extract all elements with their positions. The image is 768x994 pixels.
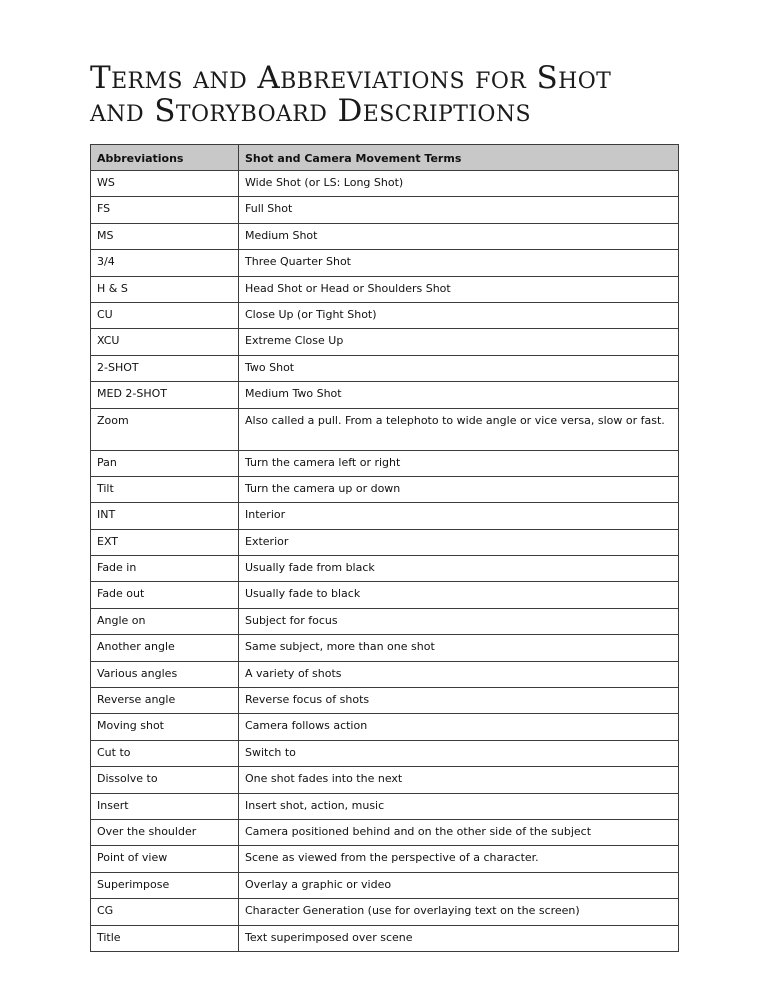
- abbreviation-cell: EXT: [91, 529, 239, 555]
- term-cell: Also called a pull. From a telephoto to wide angle or vice versa, slow or fast.: [239, 408, 679, 450]
- abbreviation-cell: INT: [91, 503, 239, 529]
- term-cell: Insert shot, action, music: [239, 793, 679, 819]
- term-cell: One shot fades into the next: [239, 767, 679, 793]
- table-row: [91, 503, 679, 529]
- term-cell: A variety of shots: [239, 661, 679, 687]
- page-title: [90, 62, 730, 128]
- abbreviation-cell: MS: [91, 223, 239, 249]
- abbreviation-cell: Title: [91, 925, 239, 951]
- term-cell: Three Quarter Shot: [239, 250, 679, 276]
- header-abbreviations: Abbreviations: [91, 145, 239, 171]
- abbreviation-cell: Angle on: [91, 608, 239, 634]
- table-row: [91, 740, 679, 766]
- table-row: [91, 846, 679, 872]
- term-cell: Close Up (or Tight Shot): [239, 302, 679, 328]
- term-cell: Two Shot: [239, 355, 679, 381]
- table-row: [91, 408, 679, 450]
- table-row: [91, 250, 679, 276]
- abbreviation-cell: Insert: [91, 793, 239, 819]
- abbreviation-cell: WS: [91, 171, 239, 197]
- table-row: [91, 329, 679, 355]
- term-cell: Head Shot or Head or Shoulders Shot: [239, 276, 679, 302]
- abbreviation-cell: XCU: [91, 329, 239, 355]
- term-cell: Interior: [239, 503, 679, 529]
- term-cell: Character Generation (use for overlaying text on the screen): [239, 899, 679, 925]
- table-row: [91, 661, 679, 687]
- header-terms: Shot and Camera Movement Terms: [239, 145, 679, 171]
- abbreviation-cell: Over the shoulder: [91, 819, 239, 845]
- term-cell: Text superimposed over scene: [239, 925, 679, 951]
- abbreviation-cell: Various angles: [91, 661, 239, 687]
- term-cell: Medium Shot: [239, 223, 679, 249]
- term-cell: Camera positioned behind and on the other side of the subject: [239, 819, 679, 845]
- term-cell: Scene as viewed from the perspective of a character.: [239, 846, 679, 872]
- abbreviation-cell: Another angle: [91, 635, 239, 661]
- term-cell: Turn the camera up or down: [239, 476, 679, 502]
- table-row: [91, 556, 679, 582]
- term-cell: Subject for focus: [239, 608, 679, 634]
- term-cell: Full Shot: [239, 197, 679, 223]
- abbreviation-cell: Fade in: [91, 556, 239, 582]
- abbreviation-cell: H & S: [91, 276, 239, 302]
- term-cell: Same subject, more than one shot: [239, 635, 679, 661]
- term-cell: Camera follows action: [239, 714, 679, 740]
- table-body: [91, 171, 679, 952]
- table-row: [91, 899, 679, 925]
- table-row: [91, 382, 679, 408]
- abbreviation-cell: Fade out: [91, 582, 239, 608]
- page-title-line-2: and Storyboard Descriptions: [90, 93, 531, 129]
- abbreviation-cell: Tilt: [91, 476, 239, 502]
- table-row: [91, 302, 679, 328]
- table-row: [91, 276, 679, 302]
- abbreviation-cell: Superimpose: [91, 872, 239, 898]
- term-cell: Overlay a graphic or video: [239, 872, 679, 898]
- terms-table: [90, 144, 679, 952]
- table-row: [91, 925, 679, 951]
- table-row: [91, 767, 679, 793]
- table-row: [91, 688, 679, 714]
- abbreviation-cell: Point of view: [91, 846, 239, 872]
- abbreviation-cell: 3/4: [91, 250, 239, 276]
- abbreviation-cell: Zoom: [91, 408, 239, 450]
- term-cell: Turn the camera left or right: [239, 450, 679, 476]
- table-row: [91, 355, 679, 381]
- abbreviation-cell: Pan: [91, 450, 239, 476]
- term-cell: Switch to: [239, 740, 679, 766]
- table-row: [91, 608, 679, 634]
- table-row: [91, 197, 679, 223]
- abbreviation-cell: Reverse angle: [91, 688, 239, 714]
- table-header-row: [91, 145, 679, 171]
- table-row: [91, 582, 679, 608]
- table-row: [91, 450, 679, 476]
- term-cell: Wide Shot (or LS: Long Shot): [239, 171, 679, 197]
- abbreviation-cell: FS: [91, 197, 239, 223]
- table-row: [91, 793, 679, 819]
- abbreviation-cell: Dissolve to: [91, 767, 239, 793]
- term-cell: Usually fade from black: [239, 556, 679, 582]
- abbreviation-cell: CG: [91, 899, 239, 925]
- abbreviation-cell: Moving shot: [91, 714, 239, 740]
- abbreviation-cell: Cut to: [91, 740, 239, 766]
- term-cell: Extreme Close Up: [239, 329, 679, 355]
- term-cell: Reverse focus of shots: [239, 688, 679, 714]
- abbreviation-cell: MED 2-SHOT: [91, 382, 239, 408]
- table-row: [91, 529, 679, 555]
- abbreviation-cell: 2-SHOT: [91, 355, 239, 381]
- table-row: [91, 476, 679, 502]
- abbreviation-cell: CU: [91, 302, 239, 328]
- term-cell: Exterior: [239, 529, 679, 555]
- table-row: [91, 171, 679, 197]
- term-cell: Usually fade to black: [239, 582, 679, 608]
- table-row: [91, 635, 679, 661]
- table-row: [91, 223, 679, 249]
- page-title-line-1: Terms and Abbreviations for Shot: [90, 60, 612, 96]
- table-row: [91, 819, 679, 845]
- table-row: [91, 872, 679, 898]
- table-row: [91, 714, 679, 740]
- term-cell: Medium Two Shot: [239, 382, 679, 408]
